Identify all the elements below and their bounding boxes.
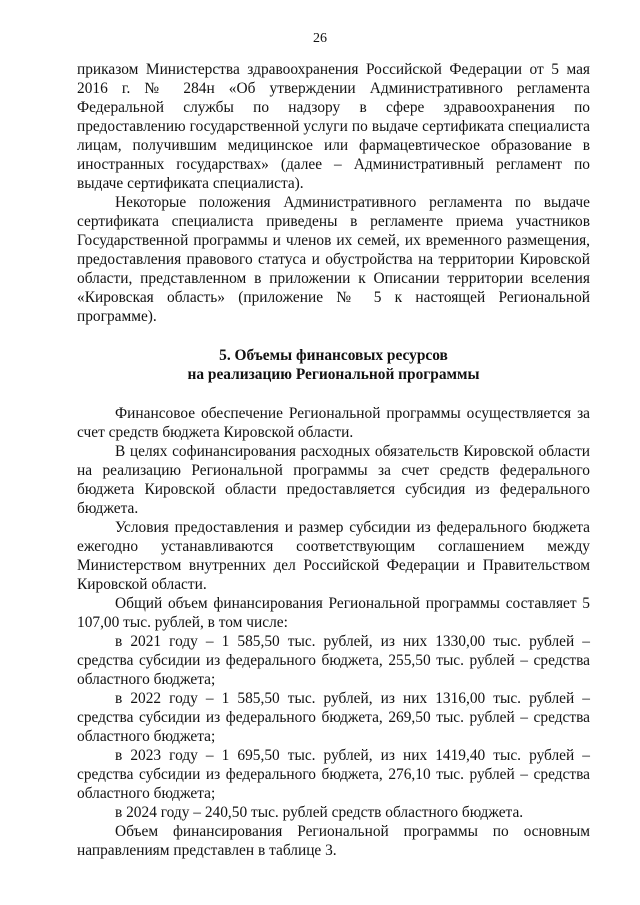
paragraph-year-2024: в 2024 году – 240,50 тыс. рублей средств областного бюджета. xyxy=(115,804,524,821)
paragraph-order-reference: приказом Министерства здравоохранения Российской Федерации от 5 мая 2016 г. № 284н «Об утверждении Административного регламента Федеральной службы по надзору в сфере здравоохранения по предоставлению государственной услуги по выдаче сертификата специалиста лицам, получившим медицинское или фармацевтическое образование в иностранных государствах» (далее – Административный регламент по выдаче сертификата специалиста). xyxy=(77,61,590,192)
paragraph-regulation-provisions: Некоторые положения Административного регламента по выдаче сертификата специалиста приведены в регламенте приема участников Государственной программы и членов их семей, их временного размещения, предоставления правового статуса и обустройства на территории Кировской области, представленном в приложении к Описании территории вселения «Кировская область» (приложение № 5 к настоящей Региональной программе). xyxy=(77,194,590,325)
document-body xyxy=(77,60,590,860)
paragraph-year-2022: в 2022 году – 1 585,50 тыс. рублей, из них 1316,00 тыс. рублей – средства субсидии из федерального бюджета, 269,50 тыс. рублей – средства областного бюджета; xyxy=(77,690,590,745)
section-heading-line1: 5. Объемы финансовых ресурсов xyxy=(219,347,448,364)
section-heading-line2: на реализацию Региональной программы xyxy=(187,366,480,383)
paragraph-total-volume: Общий объем финансирования Региональной программы составляет 5 107,00 тыс. рублей, в том числе: xyxy=(77,595,590,631)
paragraph-financing-source: Финансовое обеспечение Региональной программы осуществляется за счет средств бюджета Кировской области. xyxy=(77,405,590,441)
section-heading xyxy=(77,346,590,384)
paragraph-subsidy-conditions: Условия предоставления и размер субсидии из федерального бюджета ежегодно устанавливаются соответствующим соглашением между Министерством внутренних дел Российской Федерации и Правительством Кировской области. xyxy=(77,519,590,593)
paragraph-table-reference: Объем финансирования Региональной программы по основным направлениям представлен в таблице 3. xyxy=(77,823,590,859)
paragraph-year-2021: в 2021 году – 1 585,50 тыс. рублей, из них 1330,00 тыс. рублей – средства субсидии из федерального бюджета, 255,50 тыс. рублей – средства областного бюджета; xyxy=(77,633,590,688)
page-number: 26 xyxy=(313,31,327,46)
paragraph-year-2023: в 2023 году – 1 695,50 тыс. рублей, из них 1419,40 тыс. рублей – средства субсидии из федерального бюджета, 276,10 тыс. рублей – средства областного бюджета; xyxy=(77,747,590,802)
paragraph-cofinancing: В целях софинансирования расходных обязательств Кировской области на реализацию Региональной программы за счет средств федерального бюджета Кировской области предоставляется субсидия из федерального бюджета. xyxy=(77,443,590,517)
